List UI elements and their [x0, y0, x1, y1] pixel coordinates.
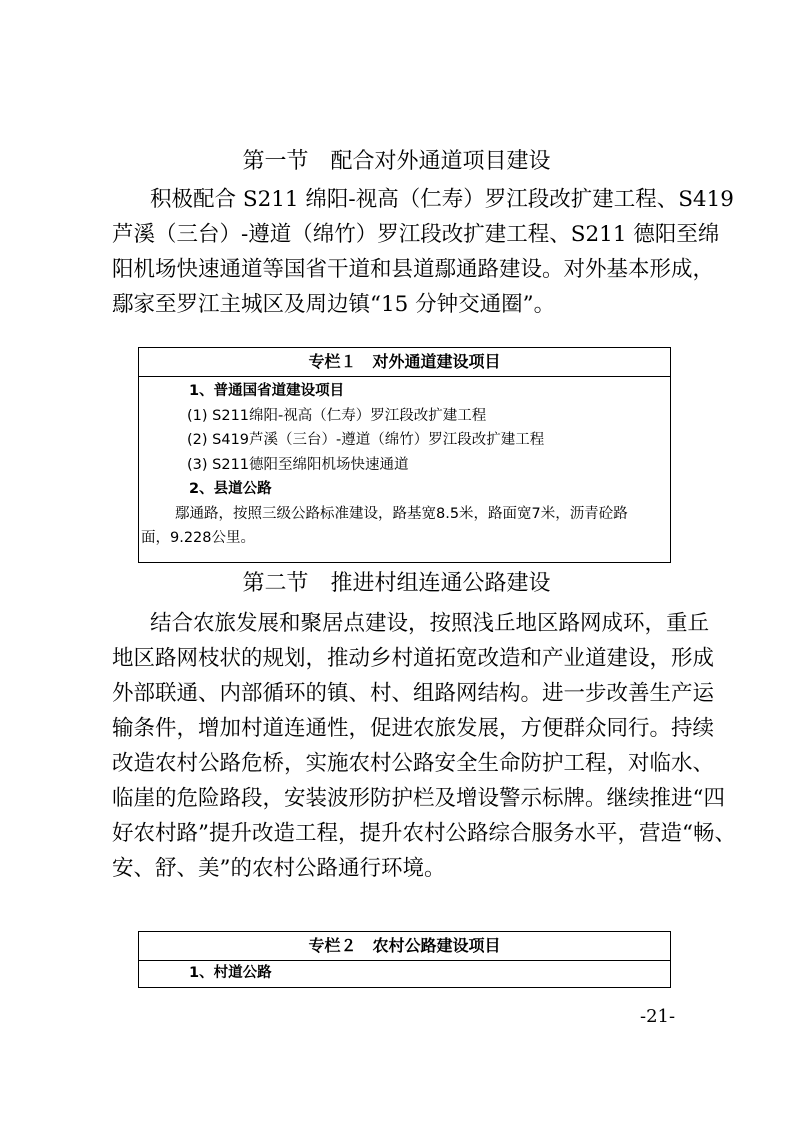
- box-item: (1) S211绵阳-视高（仁寿）罗江段改扩建工程: [187, 407, 487, 424]
- paragraph-line: 外部联通、内部循环的镇、村、组路网结构。进一步改善生产运: [112, 681, 715, 706]
- paragraph-line: 地区路网枝状的规划，推动乡村道拓宽改造和产业道建设，形成: [112, 646, 715, 671]
- paragraph-line: 芦溪（三台）-遵道（绵竹）罗江段改扩建工程、S211 德阳至绵: [112, 222, 720, 247]
- paragraph-line: 改造农村公路危桥，实施农村公路安全生命防护工程，对临水、: [112, 751, 715, 776]
- paragraph-line: 好农村路”提升改造工程，提升农村公路综合服务水平，营造“畅、: [112, 821, 736, 846]
- box-category: 1、村道公路: [189, 965, 272, 981]
- paragraph-line: 结合农旅发展和聚居点建设，按照浅丘地区路网成环，重丘: [150, 611, 710, 636]
- paragraph-line: 鄢家至罗江主城区及周边镇“15 分钟交通圈”。: [112, 292, 556, 317]
- box-item: (3) S211德阳至绵阳机场快速通道: [187, 456, 409, 473]
- paragraph-line: 阳机场快速通道等国省干道和县道鄢通路建设。对外基本形成，: [112, 257, 715, 282]
- box-body: [139, 961, 670, 986]
- section-heading-1: 第一节 配合对外通道项目建设: [242, 149, 551, 174]
- page-number: -21-: [640, 1006, 676, 1027]
- box-body: [139, 379, 670, 551]
- project-box-2: [138, 931, 671, 988]
- section-heading-2: 第二节 推进村组连通公路建设: [242, 571, 551, 596]
- box-category: 2、县道公路: [189, 481, 272, 497]
- box-item: (2) S419芦溪（三台）-遵道（绵竹）罗江段改扩建工程: [187, 432, 545, 448]
- box-title: 专栏２ 农村公路建设项目: [139, 932, 670, 961]
- paragraph-line: 输条件，增加村道连通性，促进农旅发展，方便群众同行。持续: [112, 716, 715, 741]
- paragraph-line: 积极配合 S211 绵阳-视高（仁寿）罗江段改扩建工程、S419: [150, 187, 734, 212]
- box-description: 面，9.228公里。: [141, 530, 256, 546]
- box-category: 1、普通国省道建设项目: [189, 383, 345, 399]
- project-box-1: [138, 347, 671, 563]
- box-title: 专栏１ 对外通道建设项目: [139, 348, 670, 377]
- paragraph-line: 临崖的危险路段，安装波形防护栏及增设警示标牌。继续推进“四: [112, 786, 725, 811]
- box-description: 鄢通路，按照三级公路标准建设，路基宽8.5米，路面宽7米，沥青砼路: [175, 505, 628, 522]
- paragraph-line: 安、舒、美”的农村公路通行环境。: [112, 856, 446, 881]
